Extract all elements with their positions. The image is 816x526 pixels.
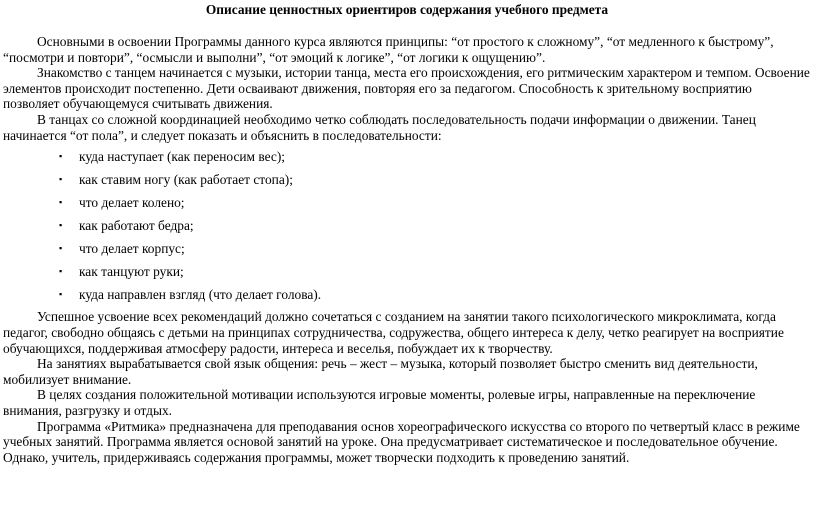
- list-item-text: как ставим ногу (как работает стопа);: [79, 172, 293, 188]
- document-title: Описание ценностных ориентиров содержания учебного предмета: [205, 2, 609, 17]
- bullet-icon: ▪: [59, 174, 63, 185]
- list-item-text: что делает корпус;: [79, 240, 185, 256]
- bullet-icon: ▪: [59, 219, 63, 230]
- bullet-icon: ▪: [59, 242, 63, 253]
- list-item-text: как танцуют руки;: [79, 263, 184, 279]
- list-item: [3, 241, 811, 257]
- paragraph-principles: Основными в освоении Программы данного курса являются принципы: “от простого к сложному”, “от медленного к быстрому”, “посмотри и повтори”, “осмысли и выполни”, “от эмоций к логике”, “от логики к ощущению”.: [3, 34, 774, 65]
- list-item-text: что делает колено;: [79, 194, 185, 210]
- list-item: [3, 218, 811, 234]
- list-item: [3, 195, 811, 211]
- bullet-icon: ▪: [59, 265, 63, 276]
- list-item: [3, 264, 811, 280]
- paragraph-motivation: В целях создания положительной мотивации используются игровые моменты, ролевые игры, направленные на переключение внимания, разгрузку и отдых.: [3, 387, 756, 418]
- bullet-icon: ▪: [59, 196, 63, 207]
- list-item-text: куда направлен взгляд (что делает голова).: [79, 286, 322, 302]
- bullet-icon: ▪: [59, 151, 63, 162]
- paragraph-microclimate: Успешное усвоение всех рекомендаций должно сочетаться с созданием на занятии такого психологического микроклимата, когда педагог, свободно общаясь с детьми на принципах сотрудничества, содружества, общего интереса к делу, четко реагирует на восприятие обучающихся, поддерживая атмосферу радости, интереса и веселья, побуждает их к творчеству.: [3, 309, 784, 356]
- list-item-text: куда наступает (как переносим вес);: [79, 149, 286, 165]
- bullet-list: [3, 149, 811, 302]
- list-item: [3, 172, 811, 188]
- list-item: [3, 149, 811, 165]
- bullet-icon: ▪: [59, 288, 63, 299]
- paragraph-coordination: В танцах со сложной координацией необходимо четко соблюдать последовательность подачи информации о движении. Танец начинается “от пола”, и следует показать и объяснить в последовательности:: [3, 111, 756, 143]
- paragraph-program: Программа «Ритмика» предназначена для преподавания основ хореографического искусства со второго по четвертый класс в режиме учебных занятий. Программа является основой занятий на уроке. Она предусматривает систематическое и последовательное обучение. Однако, учитель, придерживаясь содержания программы, может творчески подходить к проведению занятий.: [3, 418, 800, 465]
- paragraph-communication: На занятиях вырабатывается свой язык общения: речь – жест – музыка, который позволяет быстро сменить вид деятельности, мобилизует внимание.: [3, 356, 758, 387]
- paragraph-dance-intro: Знакомство с танцем начинается с музыки, истории танца, места его происхождения, его ритмическим характером и темпом. Освоение элементов происходит постепенно. Дети осваивают движения, повторяя его за педагогом. Способность к зрительному восприятию позволяет обучающемуся считывать движения.: [3, 65, 810, 112]
- document-page: [3, 0, 811, 465]
- list-item: [3, 287, 811, 303]
- list-item-text: как работают бедра;: [79, 217, 194, 233]
